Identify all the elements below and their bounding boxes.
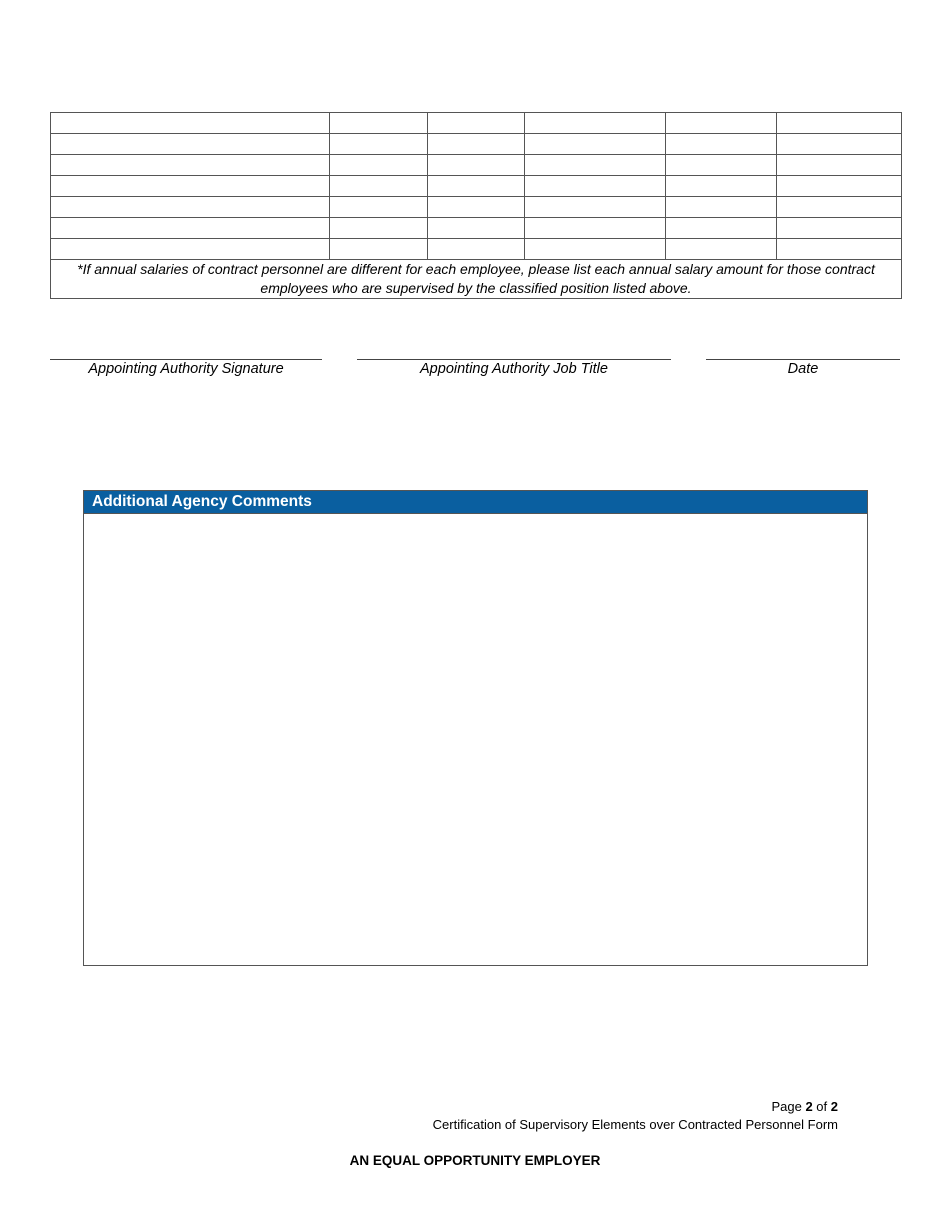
table-cell[interactable] [51,176,330,197]
table-cell[interactable] [51,113,330,134]
additional-comments-section [83,490,868,966]
table-cell[interactable] [777,197,902,218]
table-row [51,134,902,155]
table-cell[interactable] [666,197,777,218]
table-cell[interactable] [330,155,428,176]
table-cell[interactable] [428,239,525,260]
table-cell[interactable] [525,134,666,155]
contract-personnel-table [50,112,902,299]
table-cell[interactable] [330,218,428,239]
table-cell[interactable] [428,197,525,218]
table-cell[interactable] [777,134,902,155]
table-cell[interactable] [51,239,330,260]
comments-input-area[interactable] [84,514,867,965]
table-cell[interactable] [525,218,666,239]
table-cell[interactable] [777,176,902,197]
table-cell[interactable] [666,113,777,134]
table-cell[interactable] [666,155,777,176]
page-of: of [812,1099,831,1114]
salary-footnote: *If annual salaries of contract personnel are different for each employee, please list each annual salary amount for those contract employees who are supervised by the classified position listed above. [51,260,902,299]
table-cell[interactable] [428,155,525,176]
table-cell[interactable] [666,218,777,239]
table-cell[interactable] [330,113,428,134]
equal-opportunity-statement: AN EQUAL OPPORTUNITY EMPLOYER [349,1153,601,1168]
table-cell[interactable] [51,155,330,176]
table-cell[interactable] [525,176,666,197]
signature-label: Appointing Authority Signature [88,361,284,377]
table-row [51,176,902,197]
table-row [51,197,902,218]
table-cell[interactable] [51,218,330,239]
table-footnote-row [51,260,902,299]
table-cell[interactable] [777,155,902,176]
table-cell[interactable] [330,176,428,197]
table-cell[interactable] [330,197,428,218]
table-cell[interactable] [428,176,525,197]
job-title-label: Appointing Authority Job Title [420,361,608,377]
table-cell[interactable] [777,113,902,134]
table-cell[interactable] [330,134,428,155]
table-cell[interactable] [51,197,330,218]
table-row [51,239,902,260]
page-current: 2 [805,1099,813,1114]
table-row [51,218,902,239]
table-cell[interactable] [777,218,902,239]
table-cell[interactable] [525,113,666,134]
table-cell[interactable] [525,239,666,260]
comments-header: Additional Agency Comments [84,491,867,514]
table-row [51,155,902,176]
form-name: Certification of Supervisory Elements over Contracted Personnel Form [432,1117,838,1132]
table-row [51,113,902,134]
table-cell[interactable] [666,134,777,155]
page-total: 2 [830,1099,838,1114]
signature-line[interactable] [50,359,322,360]
table-cell[interactable] [525,197,666,218]
table-cell[interactable] [666,239,777,260]
job-title-line[interactable] [357,359,671,360]
table-cell[interactable] [428,218,525,239]
table-cell[interactable] [428,113,525,134]
page-number [771,1099,838,1114]
table-cell[interactable] [51,134,330,155]
table-cell[interactable] [525,155,666,176]
table-cell[interactable] [428,134,525,155]
table-cell[interactable] [777,239,902,260]
date-label: Date [787,361,819,377]
table-cell[interactable] [666,176,777,197]
date-line[interactable] [706,359,900,360]
page-prefix: Page [771,1099,806,1114]
table-cell[interactable] [330,239,428,260]
